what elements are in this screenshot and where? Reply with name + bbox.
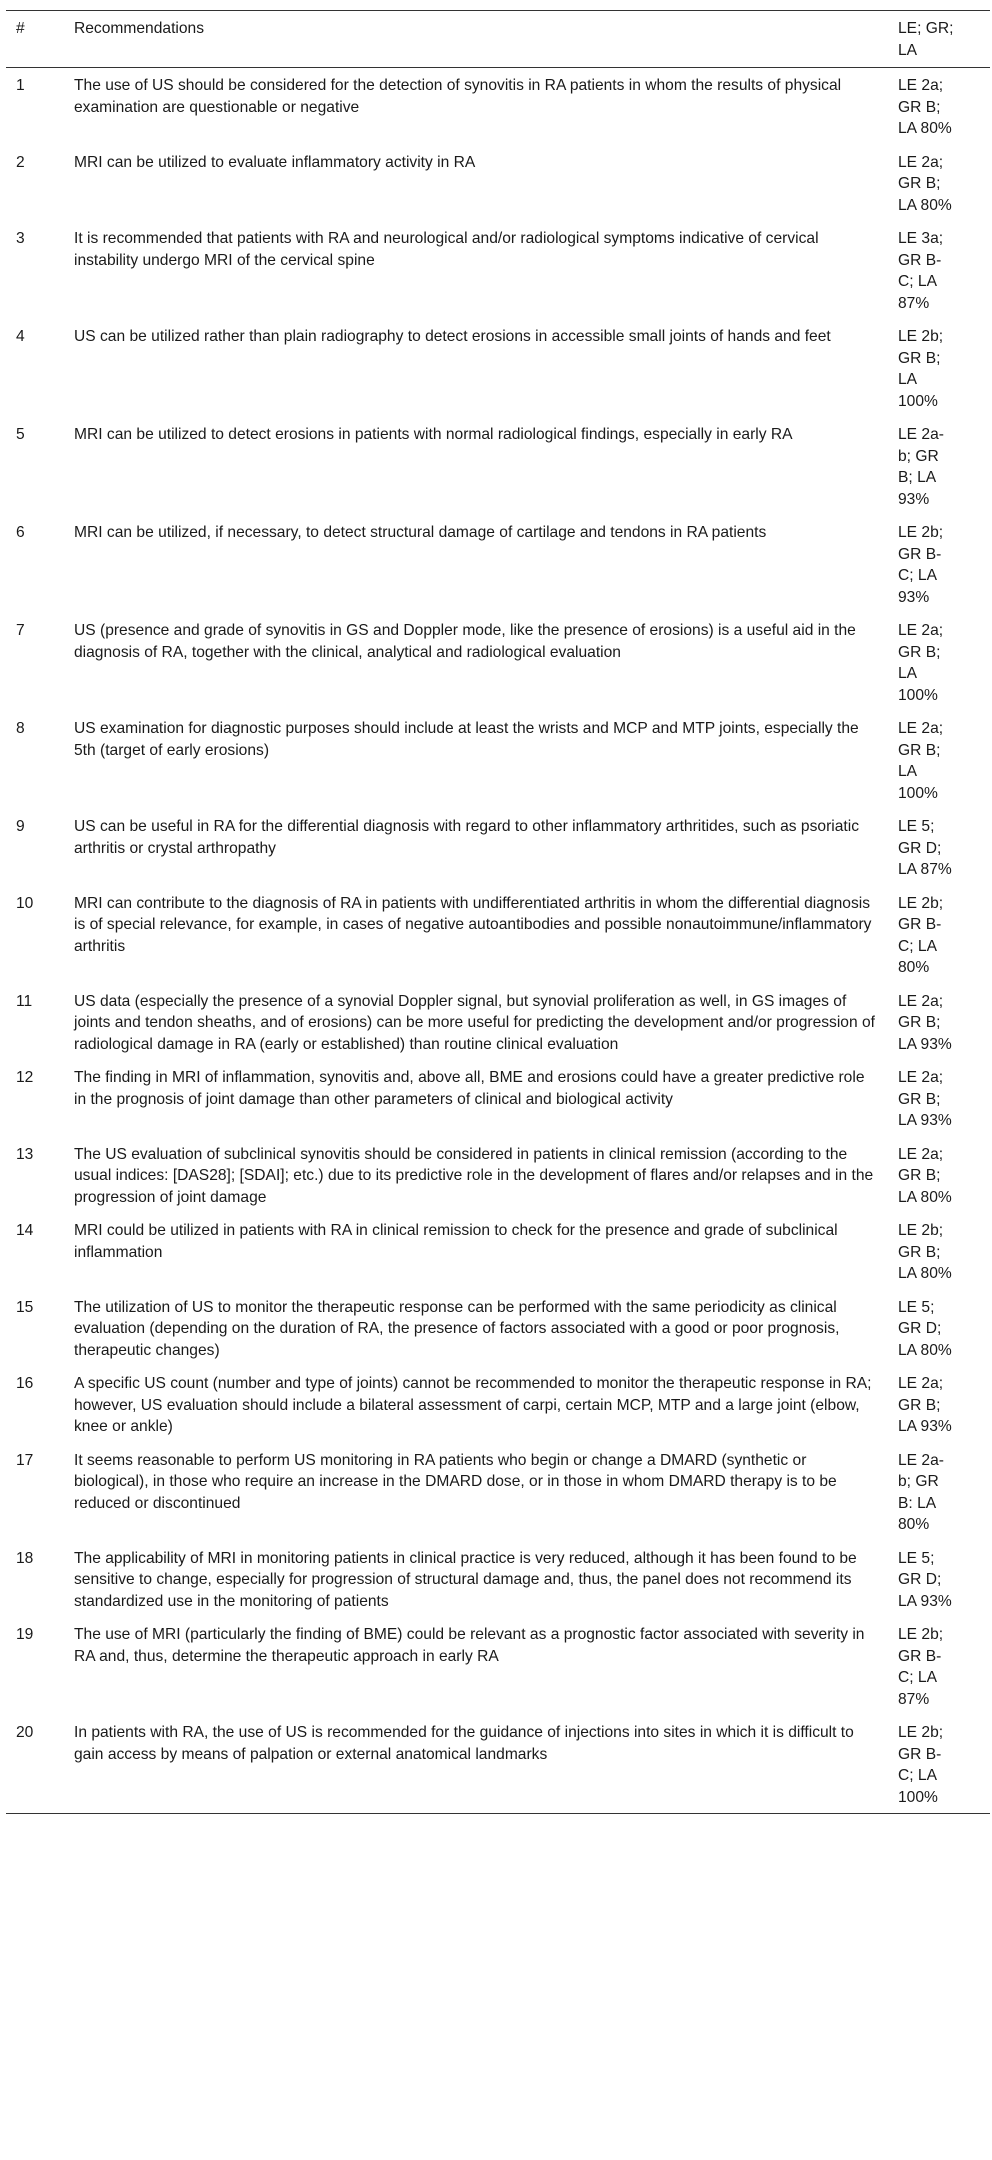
evidence-levels-cell <box>888 1366 990 1443</box>
evidence-levels: LE 5; GR D; LA 87% <box>898 818 952 878</box>
recommendation-text: MRI can be utilized to detect erosions in patients with normal radiological findings, especially in early RA <box>74 426 793 443</box>
header-number: # <box>16 20 25 37</box>
recommendation-text: US examination for diagnostic purposes should include at least the wrists and MCP and MTP joints, especially the 5th (target of early erosions) <box>74 720 859 759</box>
evidence-levels: LE 2a; GR B; LA 80% <box>898 1145 952 1206</box>
evidence-levels-cell <box>888 1541 990 1618</box>
evidence-levels: LE 5; GR D; LA 80% <box>898 1298 952 1359</box>
evidence-levels: LE 5; GR D; LA 93% <box>898 1549 952 1610</box>
evidence-levels-cell <box>888 1715 990 1814</box>
recommendation-text: The use of US should be considered for the detection of synovitis in RA patients in whom the results of physical examination are questionable or negative <box>74 77 842 116</box>
evidence-levels: LE 2a; GR B; LA 100% <box>898 720 944 802</box>
row-number: 16 <box>16 1375 34 1392</box>
row-number: 3 <box>16 230 25 247</box>
evidence-levels-cell <box>888 1290 990 1367</box>
recommendation-text: A specific US count (number and type of joints) cannot be recommended to monitor the therapeutic response in RA; however, US evaluation should include a bilateral assessment of carpi, certain MCP, MTP and a large joint (elbow, knee or ankle) <box>74 1375 872 1435</box>
table-row <box>6 1213 990 1290</box>
evidence-levels: LE 2a; GR B; LA 100% <box>898 622 944 704</box>
evidence-levels: LE 2a-b; GR B; LA 93% <box>898 426 944 508</box>
recommendation-text: US (presence and grade of synovitis in GS and Doppler mode, like the presence of erosions) is a useful aid in the diagnosis of RA, together with the clinical, analytical and radiological evaluation <box>74 622 856 661</box>
evidence-levels-cell <box>888 711 990 809</box>
table-row <box>6 1715 990 1814</box>
recommendation-text: The use of MRI (particularly the finding of BME) could be relevant as a prognostic factor associated with severity in RA and, thus, determine the therapeutic approach in early RA <box>74 1626 865 1665</box>
evidence-levels: LE 2a; GR B; LA 80% <box>898 153 952 214</box>
evidence-levels-cell <box>888 68 990 145</box>
table-row <box>6 1617 990 1715</box>
evidence-levels-cell <box>888 1137 990 1214</box>
table-row <box>6 613 990 711</box>
table-body <box>6 68 990 1814</box>
table-row <box>6 711 990 809</box>
row-number: 10 <box>16 894 34 912</box>
evidence-levels: LE 2b; GR B-C; LA 80% <box>898 894 944 976</box>
row-number: 15 <box>16 1298 34 1316</box>
recommendation-text: US can be utilized rather than plain radiography to detect erosions in accessible small joints of hands and feet <box>74 328 831 345</box>
evidence-levels-cell <box>888 984 990 1061</box>
row-number: 18 <box>16 1549 34 1567</box>
recommendation-text: In patients with RA, the use of US is recommended for the guidance of injections into sites in which it is difficult to gain access by means of palpation or external anatomical landmarks <box>74 1724 854 1763</box>
recommendation-text: It is recommended that patients with RA and neurological and/or radiological symptoms indicative of cervical instability undergo MRI of the cervical spine <box>74 230 819 269</box>
row-number: 13 <box>16 1145 34 1163</box>
evidence-levels: LE 2b; GR B-C; LA 100% <box>898 1724 944 1806</box>
recommendation-text: The US evaluation of subclinical synovitis should be considered in patients in clinical remission (according to the usual indices: [DAS28]; [SDAI]; etc.) due to its predictive role in the development of flares and/or relapses and in the progression of joint damage <box>74 1145 874 1206</box>
row-number: 17 <box>16 1451 34 1469</box>
recommendation-text: US data (especially the presence of a synovial Doppler signal, but synovial proliferation as well, in GS images of joints and tendon sheaths, and of erosions) can be more useful for predicting the development and/or progression of radiological damage in RA (early or established) than routine clinical evaluation <box>74 992 875 1053</box>
recommendation-text: US can be useful in RA for the differential diagnosis with regard to other inflammatory arthritides, such as psoriatic arthritis or crystal arthropathy <box>74 818 859 857</box>
evidence-levels: LE 2a; GR B; LA 93% <box>898 992 952 1053</box>
evidence-levels-cell <box>888 1213 990 1290</box>
table-row <box>6 1366 990 1443</box>
row-number: 12 <box>16 1069 34 1086</box>
recommendation-text: MRI can contribute to the diagnosis of RA in patients with undifferentiated arthritis in whom the differential diagnosis is of special relevance, for example, in cases of negative autoantibodies and possible nonautoimmune/inflammatory arthritis <box>74 894 872 955</box>
header-recommendations: Recommendations <box>74 20 205 37</box>
row-number: 5 <box>16 426 25 443</box>
table-row <box>6 1137 990 1214</box>
evidence-levels: LE 2a-b; GR B: LA 80% <box>898 1451 944 1533</box>
header-levels <box>888 11 990 68</box>
row-number: 7 <box>16 622 25 639</box>
recommendation-text: The utilization of US to monitor the therapeutic response can be performed with the same periodicity as clinical evaluation (depending on the duration of RA, the presence of factors associated with a good or poor prognosis, therapeutic changes) <box>74 1298 840 1359</box>
header-row <box>6 11 990 68</box>
evidence-levels-cell <box>888 1617 990 1715</box>
table-row <box>6 809 990 886</box>
table-row <box>6 145 990 222</box>
recommendations-table-wrapper <box>6 0 990 1814</box>
recommendations-table <box>6 10 990 1814</box>
header-levels-text: LE; GR; LA <box>898 20 954 59</box>
recommendation-text: The applicability of MRI in monitoring patients in clinical practice is very reduced, although it has been found to be sensitive to change, especially for progression of structural damage and, thus, the panel does not recommend its standardized use in the monitoring of patients <box>74 1549 857 1610</box>
table-row <box>6 1541 990 1618</box>
recommendation-text: The finding in MRI of inflammation, synovitis and, above all, BME and erosions could have a greater predictive role in the prognosis of joint damage than other parameters of clinical and biological activity <box>74 1069 865 1108</box>
table-header <box>6 11 990 68</box>
row-number: 20 <box>16 1724 34 1741</box>
evidence-levels-cell <box>888 515 990 613</box>
row-number: 1 <box>16 77 25 94</box>
row-number: 6 <box>16 524 25 541</box>
recommendation-text: MRI can be utilized, if necessary, to detect structural damage of cartilage and tendons in RA patients <box>74 524 767 541</box>
recommendation-text: MRI could be utilized in patients with RA in clinical remission to check for the presence and grade of subclinical inflammation <box>74 1222 838 1261</box>
row-number: 8 <box>16 720 25 737</box>
table-row <box>6 984 990 1061</box>
table-row <box>6 68 990 145</box>
table-row <box>6 515 990 613</box>
evidence-levels: LE 2b; GR B-C; LA 93% <box>898 524 944 606</box>
row-number: 9 <box>16 818 25 835</box>
evidence-levels-cell <box>888 1060 990 1137</box>
row-number: 11 <box>16 992 33 1010</box>
evidence-levels: LE 2a; GR B; LA 80% <box>898 77 952 137</box>
row-number: 14 <box>16 1222 34 1239</box>
evidence-levels-cell <box>888 221 990 319</box>
evidence-levels: LE 2b; GR B-C; LA 87% <box>898 1626 944 1708</box>
evidence-levels: LE 2a; GR B; LA 93% <box>898 1069 952 1129</box>
evidence-levels-cell <box>888 1443 990 1541</box>
evidence-levels-cell <box>888 417 990 515</box>
table-row <box>6 886 990 984</box>
table-row <box>6 221 990 319</box>
evidence-levels-cell <box>888 613 990 711</box>
evidence-levels: LE 2b; GR B; LA 100% <box>898 328 944 410</box>
row-number: 4 <box>16 328 25 345</box>
evidence-levels: LE 2a; GR B; LA 93% <box>898 1375 952 1435</box>
table-row <box>6 417 990 515</box>
evidence-levels: LE 2b; GR B; LA 80% <box>898 1222 952 1282</box>
row-number: 19 <box>16 1626 34 1643</box>
evidence-levels-cell <box>888 145 990 222</box>
recommendation-text: It seems reasonable to perform US monitoring in RA patients who begin or change a DMARD (synthetic or biological), in those who require an increase in the DMARD dose, or in those in whom DMARD therapy is to be reduced or discontinued <box>74 1451 837 1512</box>
evidence-levels-cell <box>888 809 990 886</box>
table-row <box>6 1290 990 1367</box>
table-row <box>6 319 990 417</box>
evidence-levels-cell <box>888 886 990 984</box>
table-row <box>6 1060 990 1137</box>
evidence-levels: LE 3a; GR B-C; LA 87% <box>898 230 944 312</box>
row-number: 2 <box>16 153 25 171</box>
recommendation-text: MRI can be utilized to evaluate inflammatory activity in RA <box>74 153 476 171</box>
evidence-levels-cell <box>888 319 990 417</box>
table-row <box>6 1443 990 1541</box>
